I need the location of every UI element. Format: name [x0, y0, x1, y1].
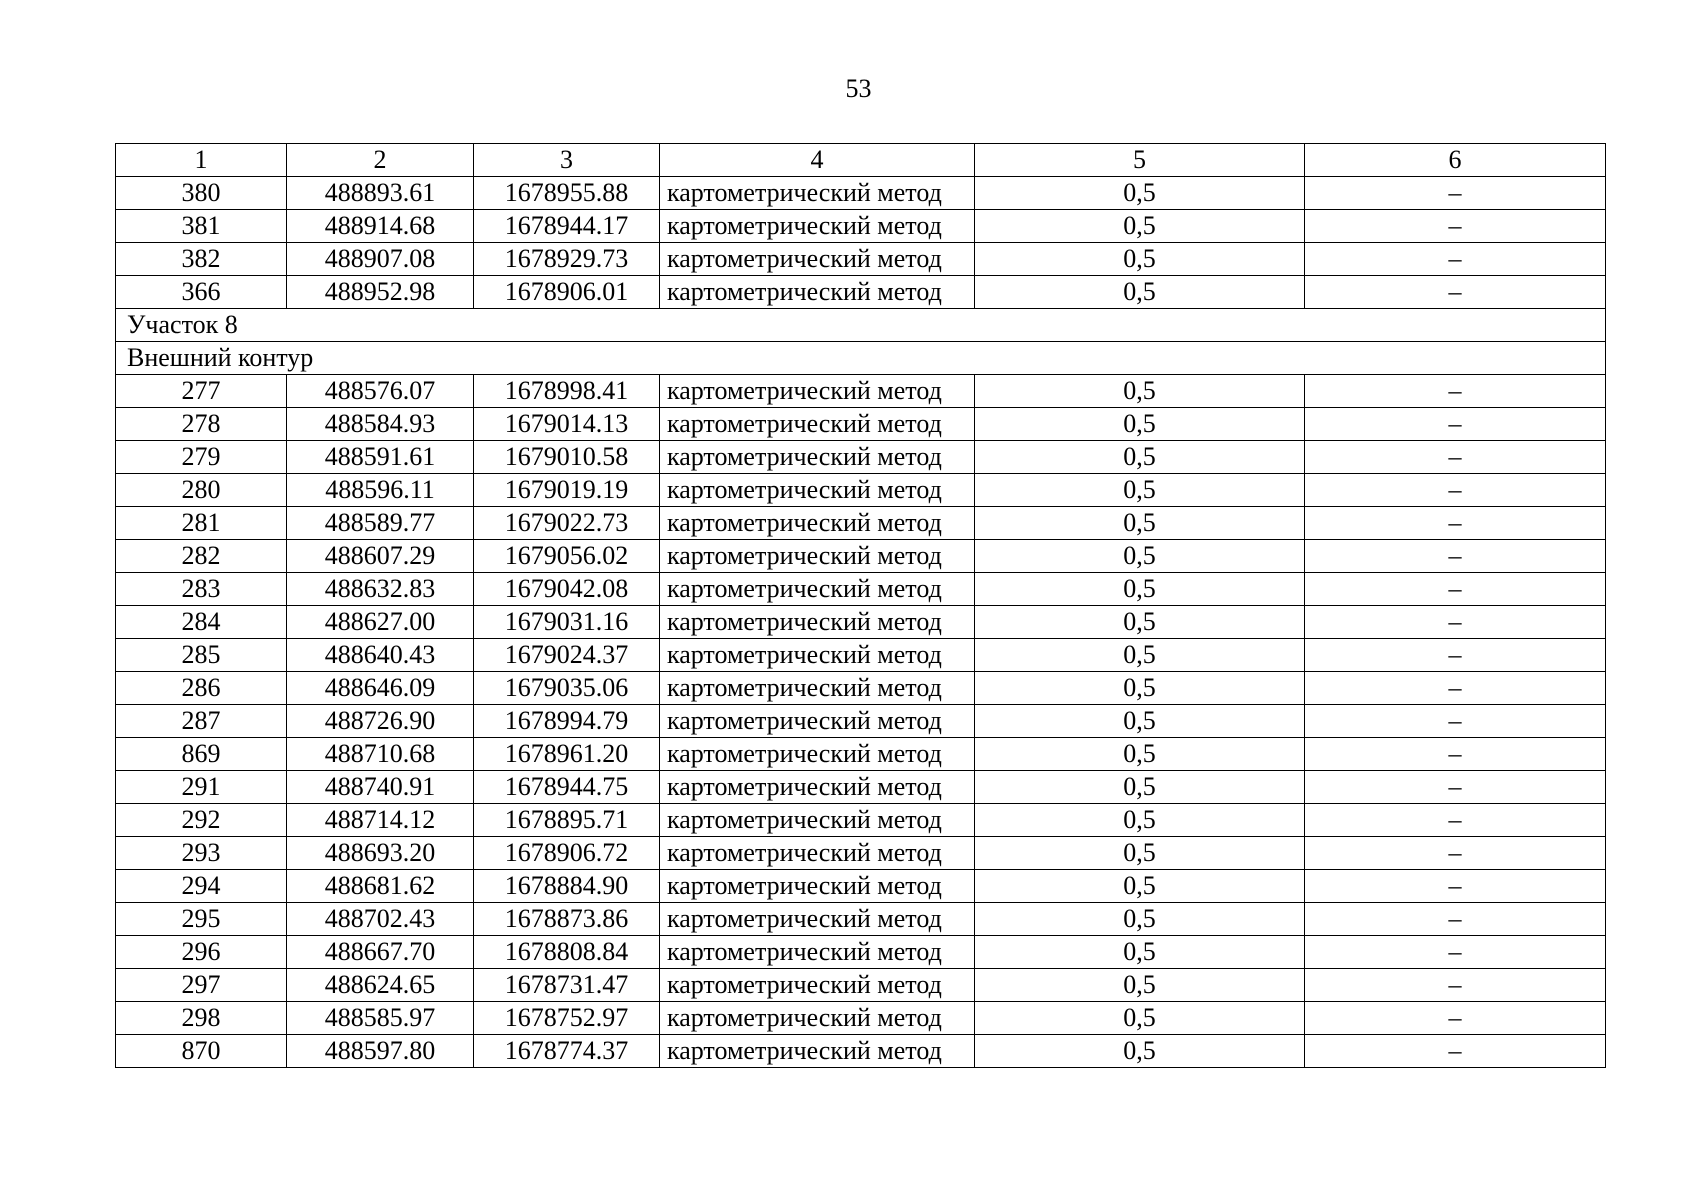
method-cell: картометрический метод [660, 408, 975, 441]
method-cell: картометрический метод [660, 573, 975, 606]
point-number-cell: 295 [116, 903, 287, 936]
x-coordinate-cell: 488591.61 [287, 441, 474, 474]
accuracy-cell: 0,5 [975, 606, 1305, 639]
table-row [116, 375, 1606, 408]
x-coordinate-cell: 488624.65 [287, 969, 474, 1002]
accuracy-cell: 0,5 [975, 705, 1305, 738]
y-coordinate-cell: 1678906.01 [474, 276, 660, 309]
table-row [116, 540, 1606, 573]
note-cell: – [1305, 903, 1606, 936]
point-number-cell: 277 [116, 375, 287, 408]
point-number-cell: 284 [116, 606, 287, 639]
y-coordinate-cell: 1678944.75 [474, 771, 660, 804]
y-coordinate-cell: 1678808.84 [474, 936, 660, 969]
method-cell: картометрический метод [660, 177, 975, 210]
y-coordinate-cell: 1678873.86 [474, 903, 660, 936]
coordinates-table-body [116, 144, 1606, 1068]
method-cell: картометрический метод [660, 705, 975, 738]
note-cell: – [1305, 540, 1606, 573]
y-coordinate-cell: 1678884.90 [474, 870, 660, 903]
header-cell: 2 [287, 144, 474, 177]
x-coordinate-cell: 488693.20 [287, 837, 474, 870]
point-number-cell: 366 [116, 276, 287, 309]
method-cell: картометрический метод [660, 606, 975, 639]
method-cell: картометрический метод [660, 1002, 975, 1035]
x-coordinate-cell: 488597.80 [287, 1035, 474, 1068]
point-number-cell: 296 [116, 936, 287, 969]
note-cell: – [1305, 408, 1606, 441]
section-label: Внешний контур [116, 342, 1606, 375]
accuracy-cell: 0,5 [975, 969, 1305, 1002]
table-row [116, 507, 1606, 540]
x-coordinate-cell: 488576.07 [287, 375, 474, 408]
method-cell: картометрический метод [660, 276, 975, 309]
note-cell: – [1305, 210, 1606, 243]
x-coordinate-cell: 488702.43 [287, 903, 474, 936]
table-header-row [116, 144, 1606, 177]
y-coordinate-cell: 1678906.72 [474, 837, 660, 870]
method-cell: картометрический метод [660, 936, 975, 969]
method-cell: картометрический метод [660, 738, 975, 771]
accuracy-cell: 0,5 [975, 375, 1305, 408]
accuracy-cell: 0,5 [975, 738, 1305, 771]
table-row [116, 210, 1606, 243]
note-cell: – [1305, 1035, 1606, 1068]
point-number-cell: 382 [116, 243, 287, 276]
x-coordinate-cell: 488710.68 [287, 738, 474, 771]
point-number-cell: 293 [116, 837, 287, 870]
method-cell: картометрический метод [660, 903, 975, 936]
accuracy-cell: 0,5 [975, 672, 1305, 705]
method-cell: картометрический метод [660, 771, 975, 804]
note-cell: – [1305, 870, 1606, 903]
note-cell: – [1305, 771, 1606, 804]
table-row [116, 870, 1606, 903]
y-coordinate-cell: 1678994.79 [474, 705, 660, 738]
accuracy-cell: 0,5 [975, 804, 1305, 837]
x-coordinate-cell: 488585.97 [287, 1002, 474, 1035]
x-coordinate-cell: 488632.83 [287, 573, 474, 606]
table-row [116, 606, 1606, 639]
note-cell: – [1305, 606, 1606, 639]
x-coordinate-cell: 488667.70 [287, 936, 474, 969]
table-row [116, 243, 1606, 276]
x-coordinate-cell: 488596.11 [287, 474, 474, 507]
note-cell: – [1305, 705, 1606, 738]
accuracy-cell: 0,5 [975, 1002, 1305, 1035]
method-cell: картометрический метод [660, 441, 975, 474]
y-coordinate-cell: 1679024.37 [474, 639, 660, 672]
page-number: 53 [845, 74, 872, 103]
accuracy-cell: 0,5 [975, 837, 1305, 870]
section-label: Участок 8 [116, 309, 1606, 342]
y-coordinate-cell: 1679022.73 [474, 507, 660, 540]
method-cell: картометрический метод [660, 540, 975, 573]
method-cell: картометрический метод [660, 243, 975, 276]
point-number-cell: 283 [116, 573, 287, 606]
accuracy-cell: 0,5 [975, 573, 1305, 606]
x-coordinate-cell: 488952.98 [287, 276, 474, 309]
x-coordinate-cell: 488907.08 [287, 243, 474, 276]
method-cell: картометрический метод [660, 474, 975, 507]
accuracy-cell: 0,5 [975, 507, 1305, 540]
y-coordinate-cell: 1679019.19 [474, 474, 660, 507]
x-coordinate-cell: 488740.91 [287, 771, 474, 804]
y-coordinate-cell: 1679014.13 [474, 408, 660, 441]
point-number-cell: 298 [116, 1002, 287, 1035]
point-number-cell: 279 [116, 441, 287, 474]
point-number-cell: 292 [116, 804, 287, 837]
coordinates-table [115, 143, 1606, 1068]
accuracy-cell: 0,5 [975, 408, 1305, 441]
section-row [116, 342, 1606, 375]
y-coordinate-cell: 1678944.17 [474, 210, 660, 243]
point-number-cell: 287 [116, 705, 287, 738]
table-row [116, 474, 1606, 507]
table-row [116, 969, 1606, 1002]
x-coordinate-cell: 488646.09 [287, 672, 474, 705]
table-row [116, 177, 1606, 210]
y-coordinate-cell: 1678955.88 [474, 177, 660, 210]
x-coordinate-cell: 488627.00 [287, 606, 474, 639]
x-coordinate-cell: 488914.68 [287, 210, 474, 243]
y-coordinate-cell: 1679031.16 [474, 606, 660, 639]
header-cell: 6 [1305, 144, 1606, 177]
y-coordinate-cell: 1679035.06 [474, 672, 660, 705]
note-cell: – [1305, 969, 1606, 1002]
accuracy-cell: 0,5 [975, 540, 1305, 573]
x-coordinate-cell: 488726.90 [287, 705, 474, 738]
x-coordinate-cell: 488640.43 [287, 639, 474, 672]
note-cell: – [1305, 243, 1606, 276]
method-cell: картометрический метод [660, 375, 975, 408]
accuracy-cell: 0,5 [975, 177, 1305, 210]
point-number-cell: 281 [116, 507, 287, 540]
note-cell: – [1305, 507, 1606, 540]
point-number-cell: 278 [116, 408, 287, 441]
method-cell: картометрический метод [660, 210, 975, 243]
table-row [116, 276, 1606, 309]
accuracy-cell: 0,5 [975, 441, 1305, 474]
x-coordinate-cell: 488589.77 [287, 507, 474, 540]
header-cell: 3 [474, 144, 660, 177]
method-cell: картометрический метод [660, 870, 975, 903]
table-row [116, 936, 1606, 969]
accuracy-cell: 0,5 [975, 639, 1305, 672]
table-row [116, 738, 1606, 771]
note-cell: – [1305, 738, 1606, 771]
table-row [116, 771, 1606, 804]
x-coordinate-cell: 488893.61 [287, 177, 474, 210]
note-cell: – [1305, 837, 1606, 870]
y-coordinate-cell: 1679042.08 [474, 573, 660, 606]
point-number-cell: 870 [116, 1035, 287, 1068]
y-coordinate-cell: 1678731.47 [474, 969, 660, 1002]
y-coordinate-cell: 1678998.41 [474, 375, 660, 408]
table-row [116, 672, 1606, 705]
note-cell: – [1305, 276, 1606, 309]
point-number-cell: 285 [116, 639, 287, 672]
note-cell: – [1305, 573, 1606, 606]
y-coordinate-cell: 1679056.02 [474, 540, 660, 573]
point-number-cell: 286 [116, 672, 287, 705]
table-row [116, 903, 1606, 936]
method-cell: картометрический метод [660, 507, 975, 540]
note-cell: – [1305, 177, 1606, 210]
x-coordinate-cell: 488584.93 [287, 408, 474, 441]
y-coordinate-cell: 1678895.71 [474, 804, 660, 837]
table-row [116, 705, 1606, 738]
section-row [116, 309, 1606, 342]
method-cell: картометрический метод [660, 639, 975, 672]
point-number-cell: 297 [116, 969, 287, 1002]
point-number-cell: 291 [116, 771, 287, 804]
table-row [116, 1002, 1606, 1035]
x-coordinate-cell: 488607.29 [287, 540, 474, 573]
header-cell: 4 [660, 144, 975, 177]
table-row [116, 639, 1606, 672]
note-cell: – [1305, 936, 1606, 969]
method-cell: картометрический метод [660, 672, 975, 705]
note-cell: – [1305, 804, 1606, 837]
point-number-cell: 869 [116, 738, 287, 771]
note-cell: – [1305, 375, 1606, 408]
accuracy-cell: 0,5 [975, 243, 1305, 276]
point-number-cell: 381 [116, 210, 287, 243]
y-coordinate-cell: 1678961.20 [474, 738, 660, 771]
point-number-cell: 294 [116, 870, 287, 903]
y-coordinate-cell: 1679010.58 [474, 441, 660, 474]
method-cell: картометрический метод [660, 837, 975, 870]
note-cell: – [1305, 639, 1606, 672]
header-cell: 5 [975, 144, 1305, 177]
accuracy-cell: 0,5 [975, 210, 1305, 243]
accuracy-cell: 0,5 [975, 474, 1305, 507]
table-row [116, 441, 1606, 474]
note-cell: – [1305, 1002, 1606, 1035]
table-row [116, 408, 1606, 441]
y-coordinate-cell: 1678774.37 [474, 1035, 660, 1068]
accuracy-cell: 0,5 [975, 276, 1305, 309]
accuracy-cell: 0,5 [975, 771, 1305, 804]
point-number-cell: 380 [116, 177, 287, 210]
table-row [116, 1035, 1606, 1068]
method-cell: картометрический метод [660, 1035, 975, 1068]
y-coordinate-cell: 1678929.73 [474, 243, 660, 276]
accuracy-cell: 0,5 [975, 903, 1305, 936]
point-number-cell: 282 [116, 540, 287, 573]
table-row [116, 837, 1606, 870]
point-number-cell: 280 [116, 474, 287, 507]
accuracy-cell: 0,5 [975, 870, 1305, 903]
note-cell: – [1305, 441, 1606, 474]
table-row [116, 804, 1606, 837]
method-cell: картометрический метод [660, 969, 975, 1002]
x-coordinate-cell: 488681.62 [287, 870, 474, 903]
note-cell: – [1305, 474, 1606, 507]
y-coordinate-cell: 1678752.97 [474, 1002, 660, 1035]
header-cell: 1 [116, 144, 287, 177]
accuracy-cell: 0,5 [975, 1035, 1305, 1068]
note-cell: – [1305, 672, 1606, 705]
x-coordinate-cell: 488714.12 [287, 804, 474, 837]
method-cell: картометрический метод [660, 804, 975, 837]
accuracy-cell: 0,5 [975, 936, 1305, 969]
table-row [116, 573, 1606, 606]
